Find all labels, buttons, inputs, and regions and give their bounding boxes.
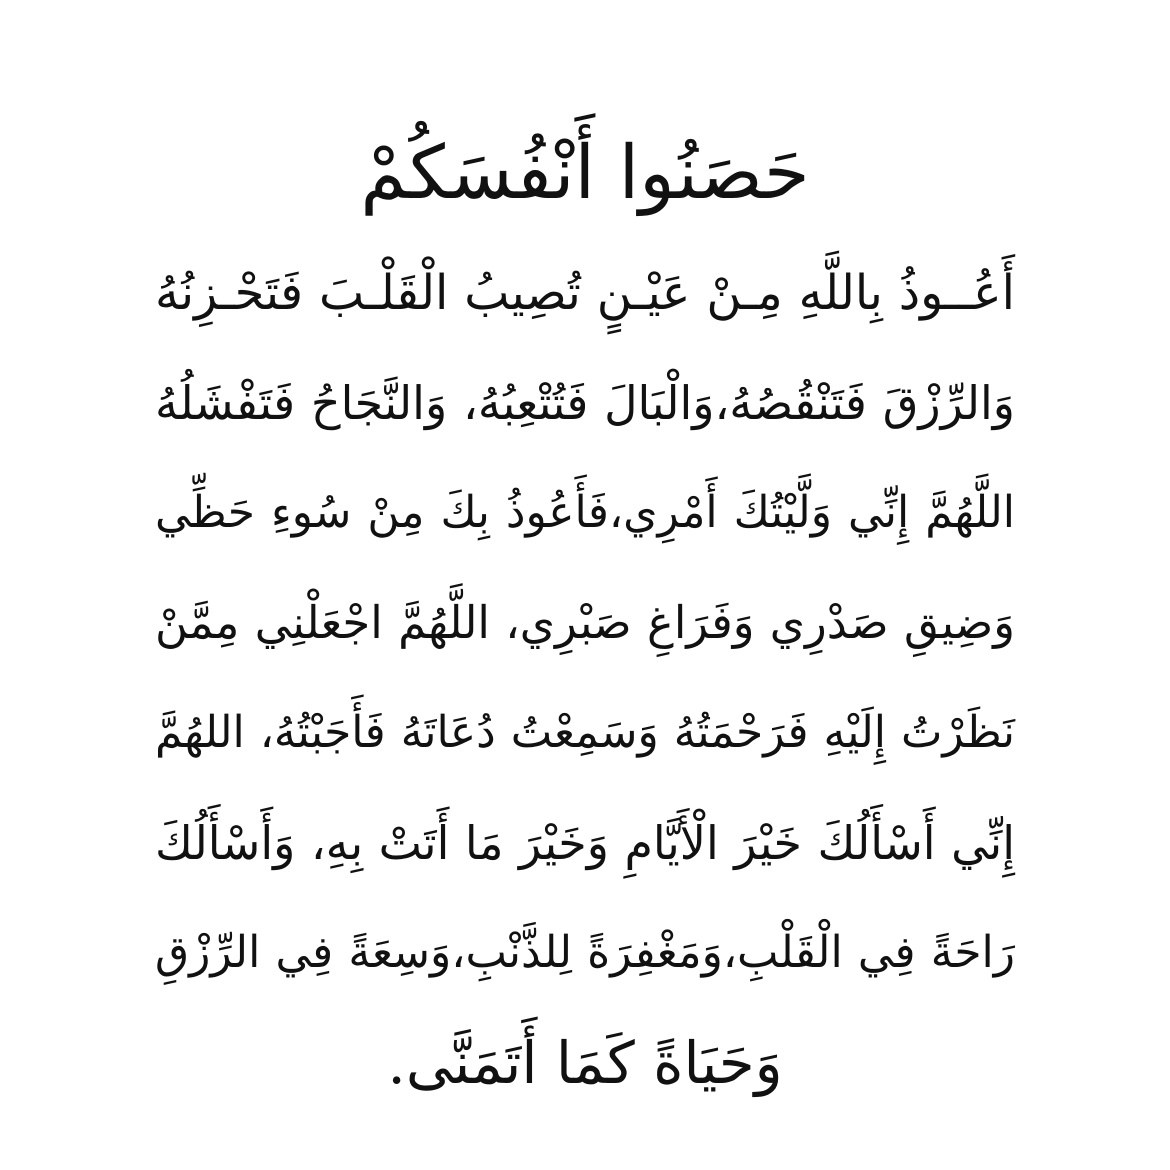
text-line-3: اللَّهُمَّ إِنِّي وَلَّيْتُكَ أَمْرِي،فَأَعُوذُ بِكَ مِنْ سُوءِ حَظِّي <box>155 487 1015 538</box>
prayer-text <box>155 238 1015 1118</box>
text-line-8: وَحَيَاةً كَمَا أَتَمَنَّى. <box>387 1029 783 1097</box>
text-line-7: رَاحَةً فِي الْقَلْبِ،وَمَغْفِرَةً لِلذَّنْبِ،وَسِعَةً فِي الرِّزْقِ <box>155 927 1015 978</box>
text-line-1: أَعُــوذُ بِاللَّهِ مِـنْ عَيْـنٍ تُصِيبُ الْقَلْـبَ فَتَحْـزِنُهُ <box>155 265 1015 321</box>
text-line-4: وَضِيقِ صَدْرِي وَفَرَاغِ صَبْرِي، اللَّهُمَّ اجْعَلْنِي مِمَّنْ <box>155 596 1015 649</box>
text-line-2: وَالرِّزْقَ فَتَنْقُصُهُ،وَالْبَالَ فَتُتْعِبُهُ، وَالنَّجَاحُ فَتَفْشَلُهُ <box>155 376 1015 430</box>
text-line-6: إِنِّي أَسْأَلُكَ خَيْرَ الْأَيَّامِ وَخَيْرَ مَا أَتَتْ بِهِ، وَأَسْأَلُكَ <box>155 816 1015 870</box>
document-title: حَصَنُوا أَنْفُسَكُمْ <box>360 130 810 216</box>
text-line-5: نَظَرْتُ إِلَيْهِ فَرَحْمَتُهُ وَسَمِعْتُ دُعَاتَهُ فَأَجَبْتُهُ، اللهُمَّ <box>155 707 1015 758</box>
